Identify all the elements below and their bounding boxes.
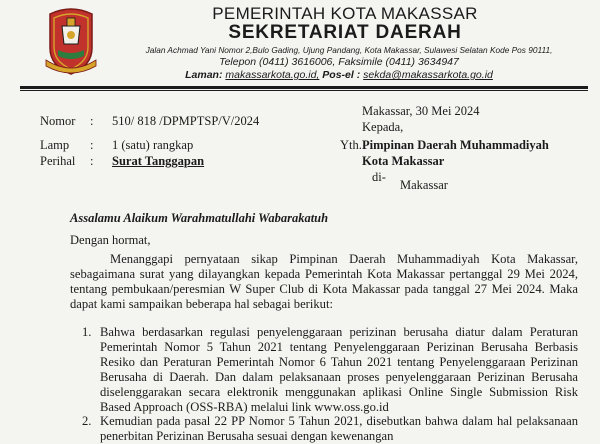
field-colon: : — [90, 138, 94, 152]
list-item-number: 2. — [82, 414, 92, 428]
di-label: di- — [372, 170, 386, 184]
kepada-label: Kepada, — [362, 120, 404, 134]
recipient-line2: Kota Makassar — [362, 154, 445, 168]
city-emblem-icon — [40, 4, 102, 76]
place-date: Makassar, 30 Mei 2024 — [362, 104, 480, 118]
salam: Assalamu Alaikum Warahmatullahi Wabarakatuh — [70, 211, 329, 225]
field-value-lamp: 1 (satu) rangkap — [112, 138, 194, 152]
greeting: Dengan hormat, — [70, 233, 151, 247]
org-name-line1: PEMERINTAH KOTA MAKASSAR — [212, 4, 478, 23]
web-link[interactable]: makassarkota.go.id, — [225, 69, 320, 81]
field-value-perihal: Surat Tanggapan — [112, 154, 205, 168]
field-colon: : — [90, 154, 94, 168]
recipient-city: Makassar — [400, 178, 448, 192]
org-phone: Telepon (0411) 3616006, Faksimile (0411) 3634947 — [219, 56, 459, 68]
header-rule-thin — [20, 90, 588, 91]
field-label-perihal: Perihal — [40, 154, 76, 168]
opening-paragraph: Menanggapi pernyataan sikap Pimpinan Daerah Muhammadiyah Kota Makassar, sebagaimana surat yang dilayangkan kepada Pemerintah Kota Makassar pertanggal 29 Mei 2024, tentang pembukaan/peresmian W Super Club di Kota Makassar pada tanggal 27 Mei 2024. Maka dapat kami sampaikan beberapa hal sebagai berikut: — [70, 252, 578, 311]
org-address: Jalan Achmad Yani Nomor 2,Bulo Gading, Ujung Pandang, Kota Makassar, Sulawesi Selatan Kode Pos 90111, — [145, 45, 553, 55]
web-label: Laman: — [185, 69, 223, 81]
email-link[interactable]: sekda@makassarkota.go.id — [363, 69, 493, 81]
list-item-number: 1. — [82, 325, 92, 339]
header-rule-thick — [20, 86, 588, 89]
field-label-lamp: Lamp — [40, 138, 70, 152]
email-label: Pos-el : — [322, 69, 361, 81]
org-web — [104, 69, 574, 81]
field-colon: : — [90, 114, 94, 128]
org-name-line2: SEKRETARIAT DAERAH — [228, 22, 462, 43]
field-value-nomor: 510/ 818 /DPMPTSP/V/2024 — [112, 114, 260, 128]
list-item: Bahwa berdasarkan regulasi penyelenggaraan perizinan berusaha diatur dalam Peraturan Pemerintah Nomor 5 Tahun 2021 tentang Penyelenggaraan Perizinan Berusaha Berbasis Resiko dan Peraturan Pemerintah Nomor 6 Tahun 2021 tentang Penyelenggaraan Perizinan Berusaha di Daerah. Dan dalam pelaksanaan proses penyelenggaraan Perizinan Berusaha diselenggarakan secara elektronik menggunakan aplikasi Online Single Submission Risk Based Approach (OSS-RBA) melalui link www.oss.go.id — [100, 325, 578, 414]
yth-label: Yth. — [340, 138, 362, 152]
recipient-line1: Pimpinan Daerah Muhammadiyah — [362, 138, 549, 152]
field-label-nomor: Nomor — [40, 114, 76, 128]
list-item: Kemudian pada pasal 22 PP Nomor 5 Tahun 2021, disebutkan bahwa dalam hal pelaksanaan penerbitan Perizinan Berusaha sesuai dengan kewenangan — [100, 414, 578, 443]
